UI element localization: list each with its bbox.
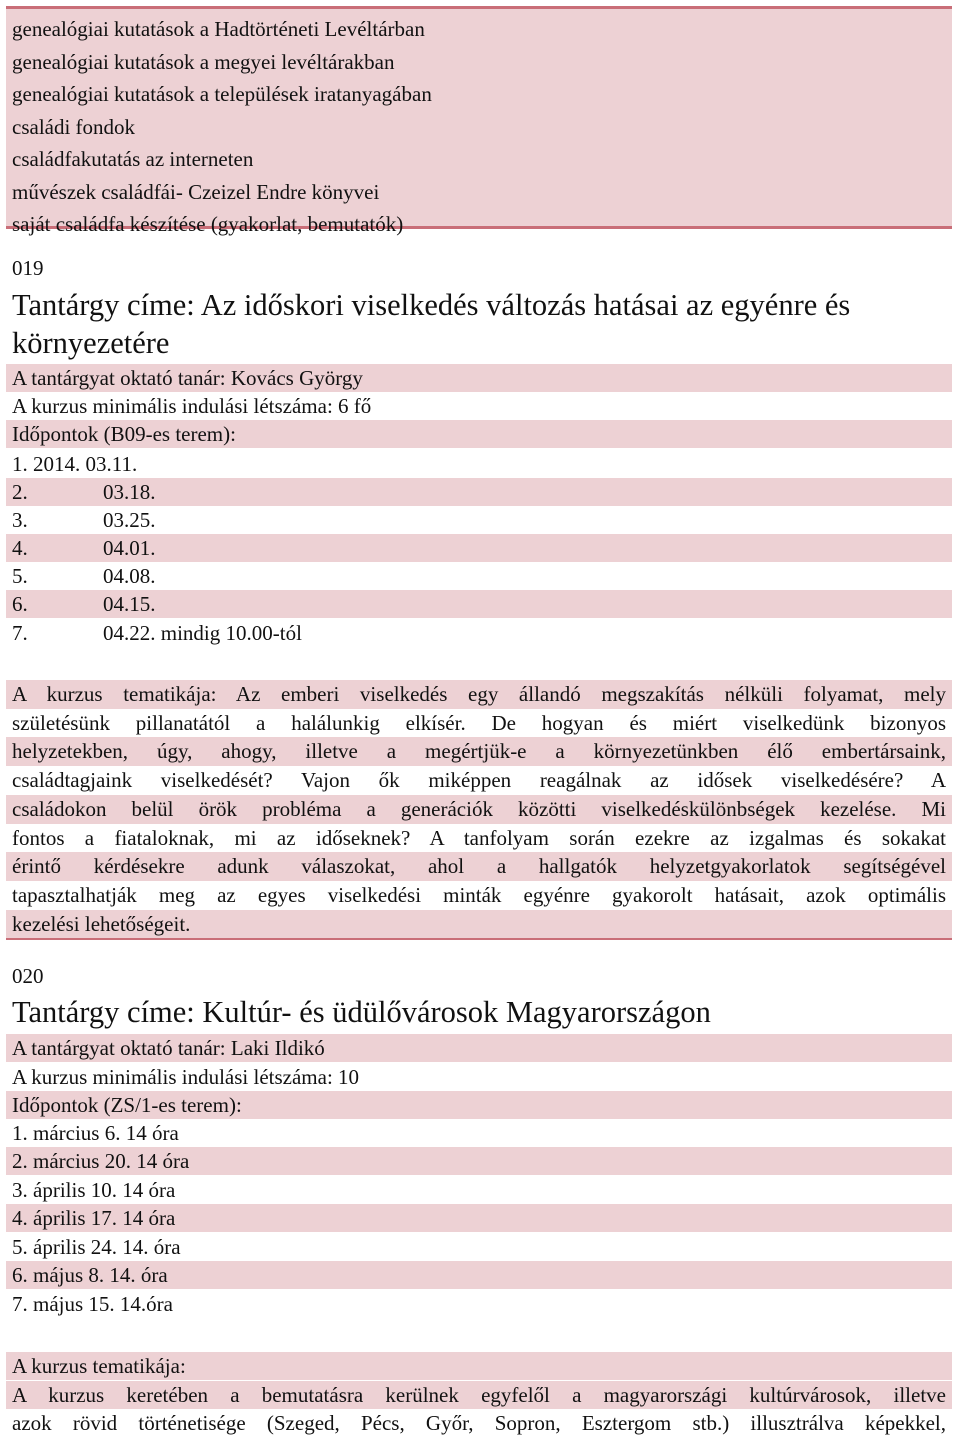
description-line: A kurzus tematikája: Az emberi viselkedés egy állandó megszakítás nélküli folyamat, mely (6, 680, 952, 709)
list-item: művészek családfái- Czeizel Endre könyvei (12, 179, 380, 204)
course-title: Tantárgy címe: Kultúr- és üdülővárosok Magyarországon (12, 995, 711, 1029)
course-number: 020 (12, 964, 44, 988)
schedule-item: 7. május 15. 14.óra (12, 1292, 173, 1316)
schedule-date: 04.08. (103, 564, 156, 588)
description-line: fontos a fiataloknak, mi az időseknek? A tanfolyam során ezekre az izgalmas és sokakat (12, 825, 946, 850)
description-line: családokon belül örök probléma a generációk közötti viselkedéskülönbségek kezelése. Mi (6, 795, 952, 824)
genealogy-topics-list (6, 6, 952, 236)
list-item: genealógiai kutatások a Hadtörténeti Levéltárban (12, 17, 425, 41)
schedule-item: 2. március 20. 14 óra (6, 1147, 952, 1175)
schedule-item (12, 506, 156, 534)
schedule-index: 1. 2014. (12, 452, 81, 476)
description-line: érintő kérdésekre adunk válaszokat, ahol a hallgatók helyzetgyakorlatok segítségével (6, 852, 952, 881)
schedule-date: 03.11. (85, 452, 138, 476)
schedule-index: 3. (12, 508, 28, 532)
schedule-label: Időpontok (B09-es terem): (6, 420, 952, 448)
course-number: 019 (12, 256, 44, 280)
schedule-date: 03.18. (103, 480, 156, 504)
schedule-item: 5. április 24. 14. óra (12, 1235, 181, 1259)
description-line: kezelési lehetőségeit. (6, 910, 952, 939)
schedule-label: Időpontok (ZS/1-es terem): (6, 1091, 952, 1119)
description-line: családtagjaink viselkedését? Vajon ők miképpen reagálnak az idősek viselkedésére? A (12, 768, 946, 793)
description-line: tapasztalhatják meg az egyes viselkedési minták egyénre gyakorolt hatásait, azok optimális (12, 882, 946, 907)
theme-label: A kurzus tematikája: (6, 1352, 952, 1380)
course-min-count: A kurzus minimális indulási létszáma: 10 (12, 1065, 360, 1089)
list-item: saját családfa készítése (gyakorlat, bemutatók) (12, 212, 404, 236)
schedule-index: 7. (12, 621, 28, 645)
schedule-date: 04.01. (103, 536, 156, 560)
schedule-date: 04.15. (103, 592, 156, 616)
list-item: genealógiai kutatások a települések iratanyagában (12, 82, 432, 106)
course-min-count: A kurzus minimális indulási létszáma: 6 fő (12, 394, 372, 418)
schedule-date: 03.25. (103, 508, 156, 532)
schedule-item: 6. május 8. 14. óra (6, 1261, 952, 1289)
course-title-line1: Tantárgy címe: Az időskori viselkedés változás hatásai az egyénre és (12, 288, 851, 322)
schedule-index: 6. (12, 592, 28, 616)
course-teacher: A tantárgyat oktató tanár: Laki Ildikó (6, 1034, 952, 1062)
schedule-index: 5. (12, 564, 28, 588)
schedule-item (12, 478, 156, 506)
schedule-item (12, 534, 156, 562)
list-item: családi fondok (12, 114, 136, 139)
schedule-item: 3. április 10. 14 óra (12, 1178, 176, 1202)
description-line: helyzetekben, úgy, ahogy, illetve a megértjük-e a környezetünkben élő embertársaink, (6, 737, 952, 766)
schedule-item (12, 562, 156, 590)
schedule-row (6, 450, 952, 478)
schedule-index: 4. (12, 536, 28, 560)
schedule-item (12, 619, 302, 647)
list-item: genealógiai kutatások a megyei levéltárakban (12, 49, 395, 74)
schedule-item: 1. március 6. 14 óra (12, 1121, 179, 1145)
schedule-item: 4. április 17. 14 óra (6, 1204, 952, 1232)
course-teacher: A tantárgyat oktató tanár: Kovács György (6, 364, 952, 392)
schedule-index: 2. (12, 480, 28, 504)
list-item: családfakutatás az interneten (12, 147, 254, 171)
course-title-line2: környezetére (12, 326, 170, 360)
schedule-item (12, 590, 156, 618)
schedule-item (12, 450, 137, 478)
course-description (6, 680, 952, 940)
description-line: azok rövid történetisége (Szeged, Pécs, Győr, Sopron, Esztergom stb.) illusztrálva képekkel, (12, 1411, 946, 1435)
schedule-date: 04.22. mindig 10.00-tól (103, 621, 302, 645)
description-line: születésünk pillanatától a halálunkig elkísér. De hogyan és miért viselkedünk bizonyos (12, 710, 946, 735)
description-line: A kurzus keretében a bemutatásra kerülnek egyfelől a magyarországi kultúrvárosok, illetve (6, 1381, 952, 1409)
